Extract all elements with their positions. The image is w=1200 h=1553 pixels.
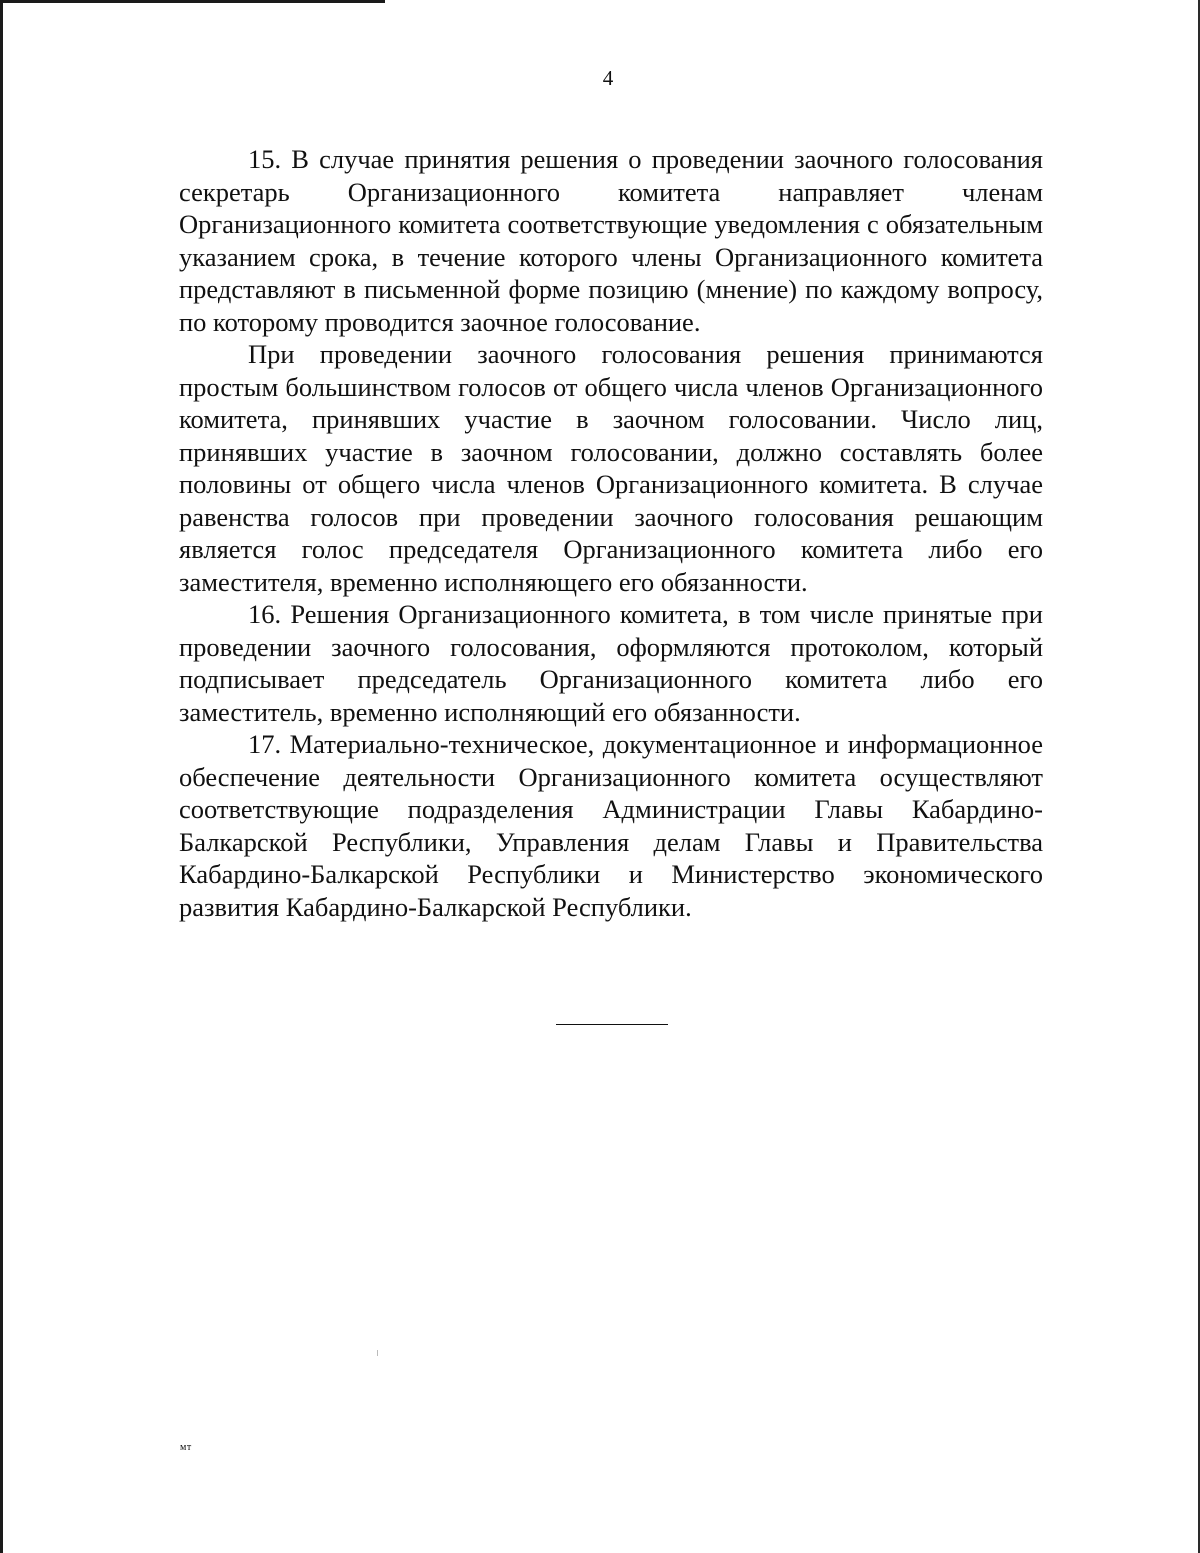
paragraph-15: 15. В случае принятия решения о проведении заочного голосования секретарь Организационного комитета направляет членам Организационного комитета соответствующие уведомления с обязательным указанием срока, в течение которого члены Организационного комитета представляют в письменной форме позицию (мнение) по каждому вопросу, по которому проводится заочное голосование. [179,144,1043,337]
page-number: 4 [602,66,614,90]
paragraph-17: 17. Материально-техническое, документационное и информационное обеспечение деятельности Организационного комитета осуществляют соответствующие подразделения Администрации Главы Кабардино-Балкарской Республики, Управления делам Главы и Правительства Кабардино-Балкарской Республики и Министерство экономического развития Кабардино-Балкарской Республики. [179,729,1043,922]
paragraph-15-continued: При проведении заочного голосования решения принимаются простым большинством голосов от общего числа членов Организационного комитета, принявших участие в заочном голосовании. Число лиц, принявших участие в заочном голосовании, должно составлять более половины от общего числа членов Организационного комитета. В случае равенства голосов при проведении заочного голосования решающим является голос председателя Организационного комитета либо его заместителя, временно исполняющего его обязанности. [179,339,1043,597]
scan-edge-top [0,0,385,3]
paragraph-16: 16. Решения Организационного комитета, в том числе принятые при проведении заочного голосования, оформляются протоколом, который подписывает председатель Организационного комитета либо его заместитель, временно исполняющий его обязанности. [179,599,1043,727]
scan-edge-left [0,0,3,1553]
document-body [179,143,1043,923]
footer-initials: мт [180,1442,192,1453]
end-of-document-rule [556,1024,668,1025]
scan-speck [377,1350,378,1356]
